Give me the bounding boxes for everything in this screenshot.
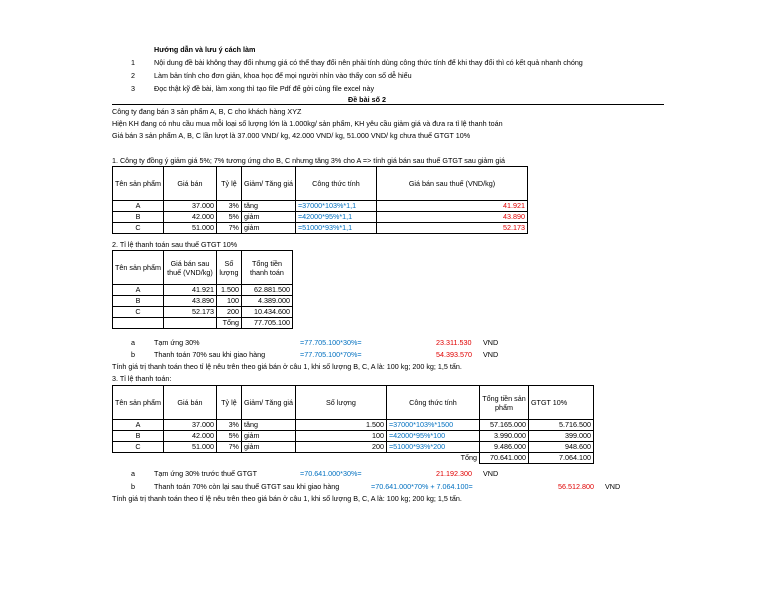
total-vat: 7.064.100: [528, 453, 593, 464]
header-cell: Tên sản phẩm: [113, 167, 164, 201]
payment-formula: =70.641.000*70% + 7.064.100=: [371, 482, 473, 491]
cell: [216, 453, 241, 464]
cell: 9.486.000: [479, 442, 528, 453]
formula-cell: =37000*103%*1,1: [295, 201, 376, 212]
cell: A: [113, 201, 164, 212]
cell: 42.000: [163, 431, 216, 442]
cell: [113, 453, 164, 464]
table-row: [113, 307, 293, 318]
cell: [295, 453, 386, 464]
table-row: [113, 285, 293, 296]
formula-cell: =37000*103%*1500: [386, 420, 479, 431]
total-row: [113, 318, 293, 329]
cell: C: [113, 307, 164, 318]
cell: 200: [216, 307, 241, 318]
payment-unit: VND: [483, 350, 499, 359]
cell: [163, 453, 216, 464]
table-row: [113, 442, 594, 453]
total-label: Tổng: [216, 318, 241, 329]
header-cell: Số lượng: [295, 386, 386, 420]
cell: C: [113, 223, 164, 234]
divider: [112, 104, 664, 105]
result-cell: 52.173: [376, 223, 527, 234]
header-cell: Tên sản phẩm: [113, 386, 164, 420]
cell: 57.165.000: [479, 420, 528, 431]
cell: 1.500: [295, 420, 386, 431]
header-cell: Giá bán: [163, 386, 216, 420]
payment-value: 23.311.530: [436, 338, 472, 347]
guide-num: 3: [131, 84, 135, 93]
header-cell: GTGT 10%: [528, 386, 593, 420]
cell: 399.000: [528, 431, 593, 442]
result-cell: 41.921: [376, 201, 527, 212]
formula-cell: =51000*93%*200: [386, 442, 479, 453]
cell: 948.600: [528, 442, 593, 453]
header-cell: Giá bán sau thuế (VND/kg): [376, 167, 527, 201]
guide-num: 2: [131, 71, 135, 80]
cell: 10.434.600: [241, 307, 292, 318]
header-cell: Công thức tính: [386, 386, 479, 420]
q2-table: [112, 250, 293, 329]
formula-cell: =51000*93%*1,1: [295, 223, 376, 234]
q2-heading: 2. Tỉ lệ thanh toán sau thuế GTGT 10%: [112, 240, 238, 249]
problem-line: Hiện KH đang có nhu cầu mua mỗi loại số lượng lớn là 1.000kg/ sản phẩm, KH yêu cầu giảm giá và đưa ra tỉ lệ thanh toán: [112, 119, 503, 128]
payment-unit: VND: [605, 482, 621, 491]
header-cell: Công thức tính: [295, 167, 376, 201]
cell: 4.389.000: [241, 296, 292, 307]
cell: tăng: [241, 201, 295, 212]
payment-letter: a: [131, 338, 135, 347]
cell: 7%: [216, 442, 241, 453]
cell: 5.716.500: [528, 420, 593, 431]
cell: 200: [295, 442, 386, 453]
cell: A: [113, 285, 164, 296]
cell: giảm: [241, 431, 295, 442]
cell: 7%: [216, 223, 241, 234]
payment-value: 54.393.570: [436, 350, 472, 359]
header-cell: Tỷ lệ: [216, 167, 241, 201]
payment-formula: =77.705.100*30%=: [300, 338, 362, 347]
header-cell: Tổng tiền sản phẩm: [479, 386, 528, 420]
formula-cell: =42000*95%*100: [386, 431, 479, 442]
table-row: [113, 223, 528, 234]
q2-note: Tính giá trị thanh toán theo tỉ lệ nêu trên theo giá bán ở câu 1, khi số lượng B, C, A là: 100 kg; 200 kg; 1,5 tấn.: [112, 362, 462, 371]
payment-value: 56.512.800: [558, 482, 594, 491]
header-cell: Tỷ lệ: [216, 386, 241, 420]
cell: giảm: [241, 212, 295, 223]
result-cell: 43.890: [376, 212, 527, 223]
cell: 100: [216, 296, 241, 307]
cell: C: [113, 442, 164, 453]
payment-letter: b: [131, 350, 135, 359]
cell: 52.173: [163, 307, 216, 318]
table-row: [113, 212, 528, 223]
cell: 3%: [216, 201, 241, 212]
cell: 43.890: [163, 296, 216, 307]
payment-unit: VND: [483, 338, 499, 347]
header-cell: Giá bán: [163, 167, 216, 201]
cell: 1.500: [216, 285, 241, 296]
cell: 62.881.500: [241, 285, 292, 296]
payment-formula: =70.641.000*30%=: [300, 469, 362, 478]
payment-label: Thanh toán 70% sau khi giao hàng: [154, 350, 266, 359]
table-row: [113, 431, 594, 442]
cell: 3.990.000: [479, 431, 528, 442]
q3-heading: 3. Tỉ lệ thanh toán:: [112, 374, 172, 383]
cell: 41.921: [163, 285, 216, 296]
cell: [241, 453, 295, 464]
payment-label: Tạm ứng 30%: [154, 338, 200, 347]
cell: giảm: [241, 223, 295, 234]
payment-label: Thanh toán 70% còn lại sau thuế GTGT sau khi giao hàng: [154, 482, 340, 491]
problem-line: Công ty đang bán 3 sản phẩm A, B, C cho khách hàng XYZ: [112, 107, 302, 116]
payment-unit: VND: [483, 469, 499, 478]
cell: 37.000: [163, 201, 216, 212]
header-cell: Tên sản phẩm: [113, 251, 164, 285]
total-value: 77.705.100: [241, 318, 292, 329]
header-cell: Tổng tiền thanh toán: [241, 251, 292, 285]
cell: giảm: [241, 442, 295, 453]
guide-item: Làm bản tính cho đơn giản, khoa học để mọi người nhìn vào thấy con số dễ hiểu: [154, 71, 412, 80]
formula-cell: =42000*95%*1,1: [295, 212, 376, 223]
cell: 5%: [216, 212, 241, 223]
cell: 5%: [216, 431, 241, 442]
header-cell: Giá bán sau thuế (VND/kg): [163, 251, 216, 285]
total-row: [113, 453, 594, 464]
cell: 3%: [216, 420, 241, 431]
payment-value: 21.192.300: [436, 469, 472, 478]
guide-item: Nội dung đề bài không thay đổi nhưng giá có thể thay đổi nên phải tính dùng công thức tính để khi thay đổi thì có kết quả nhanh chóng: [154, 58, 583, 67]
q3-table: [112, 385, 594, 464]
cell: [163, 318, 216, 329]
problem-line: Giá bán 3 sản phẩm A, B, C lần lượt là 37.000 VND/ kg, 42.000 VND/ kg, 51.000 VND/ kg chưa thuế GTGT 10%: [112, 131, 471, 140]
header-cell: Giảm/ Tăng giá: [241, 386, 295, 420]
cell: B: [113, 431, 164, 442]
cell: 37.000: [163, 420, 216, 431]
q3-note: Tính giá trị thanh toán theo tỉ lệ nêu trên theo giá bán ở câu 1, khi số lượng B, C, A là: 100 kg; 200 kg; 1,5 tấn.: [112, 494, 462, 503]
table-row: [113, 296, 293, 307]
header-cell: Số lượng: [216, 251, 241, 285]
payment-letter: a: [131, 469, 135, 478]
table-row: [113, 420, 594, 431]
payment-formula: =77.705.100*70%=: [300, 350, 362, 359]
cell: 42.000: [163, 212, 216, 223]
cell: 51.000: [163, 223, 216, 234]
guide-num: 1: [131, 58, 135, 67]
q1-table: [112, 166, 528, 234]
cell: 51.000: [163, 442, 216, 453]
cell: 100: [295, 431, 386, 442]
q1-heading: 1. Công ty đồng ý giảm giá 5%; 7% tương ứng cho B, C nhưng tăng 3% cho A => tính giá bán sau thuế GTGT sau giảm giá: [112, 156, 506, 165]
payment-letter: b: [131, 482, 135, 491]
header-cell: Giảm/ Tăng giá: [241, 167, 295, 201]
cell: B: [113, 296, 164, 307]
problem-title: Đề bài số 2: [348, 95, 386, 104]
cell: A: [113, 420, 164, 431]
guide-title: Hướng dẫn và lưu ý cách làm: [154, 45, 256, 54]
total-label: Tổng: [386, 453, 479, 464]
cell: [113, 318, 164, 329]
cell: tăng: [241, 420, 295, 431]
payment-label: Tạm ứng 30% trước thuế GTGT: [154, 469, 258, 478]
table-row: [113, 201, 528, 212]
cell: B: [113, 212, 164, 223]
total-value: 70.641.000: [479, 453, 528, 464]
guide-item: Đọc thật kỹ đề bài, làm xong thì tạo file Pdf để gởi cùng file excel này: [154, 84, 375, 93]
